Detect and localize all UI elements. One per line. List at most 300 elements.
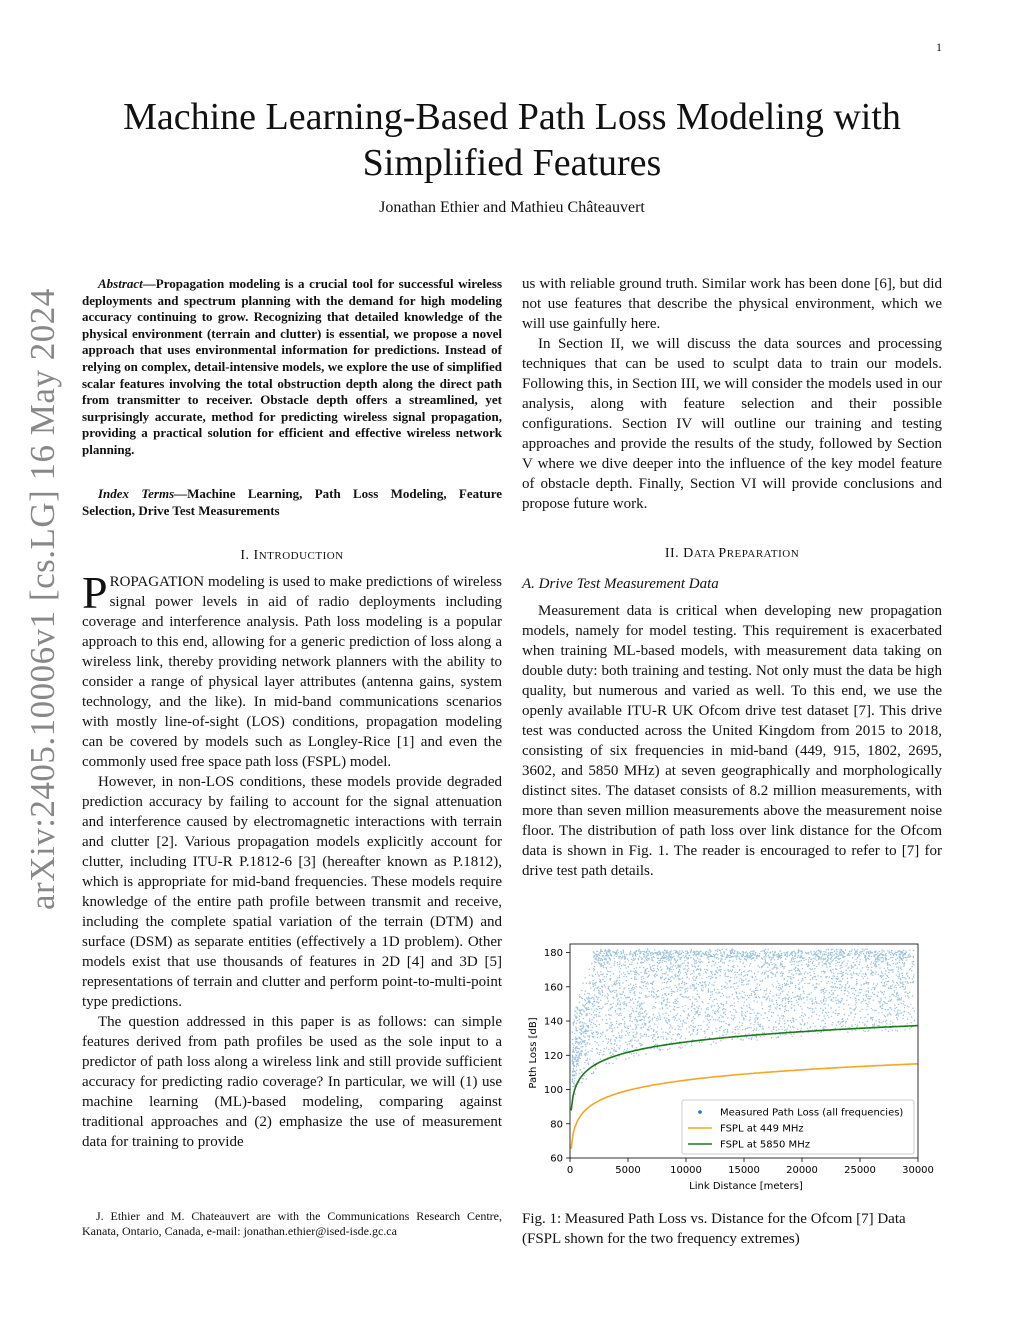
scatter-point [836,954,837,955]
scatter-point [634,987,635,988]
scatter-point [807,952,808,953]
scatter-point [593,1011,594,1012]
scatter-point [823,1009,824,1010]
scatter-point [660,977,661,978]
scatter-point [646,1014,647,1015]
scatter-point [814,953,815,954]
scatter-point [680,1021,681,1022]
scatter-point [574,1080,575,1081]
scatter-point [676,961,677,962]
scatter-point [601,958,602,959]
scatter-point [588,1009,589,1010]
scatter-point [647,982,648,983]
scatter-point [910,1004,911,1005]
scatter-point [673,965,674,966]
scatter-point [779,950,780,951]
scatter-point [825,1012,826,1013]
scatter-point [901,1003,902,1004]
scatter-point [665,1013,666,1014]
scatter-point [741,955,742,956]
scatter-point [592,1036,593,1037]
scatter-point [591,963,592,964]
scatter-point [659,1014,660,1015]
scatter-point [760,989,761,990]
scatter-point [670,951,671,952]
scatter-point [736,988,737,989]
scatter-point [911,966,912,967]
scatter-point [593,986,594,987]
scatter-point [796,1000,797,1001]
scatter-point [598,997,599,998]
scatter-point [619,985,620,986]
scatter-point [793,1021,794,1022]
scatter-point [628,966,629,967]
scatter-point [833,973,834,974]
scatter-point [636,967,637,968]
scatter-point [881,971,882,972]
scatter-point [696,962,697,963]
scatter-point [756,987,757,988]
scatter-point [581,1055,582,1056]
scatter-point [600,949,601,950]
scatter-point [611,1024,612,1025]
scatter-point [692,966,693,967]
scatter-point [602,974,603,975]
scatter-point [651,992,652,993]
scatter-point [599,988,600,989]
scatter-point [820,976,821,977]
scatter-point [826,990,827,991]
scatter-point [644,981,645,982]
scatter-point [859,952,860,953]
scatter-point [768,1011,769,1012]
scatter-point [741,1025,742,1026]
scatter-point [714,957,715,958]
scatter-point [643,985,644,986]
scatter-point [678,1046,679,1047]
scatter-point [727,1017,728,1018]
scatter-point [612,985,613,986]
scatter-point [853,972,854,973]
y-tick-label: 160 [543,982,563,994]
scatter-point [900,954,901,955]
scatter-point [863,978,864,979]
scatter-point [584,1037,585,1038]
scatter-point [847,960,848,961]
scatter-point [636,979,637,980]
scatter-point [668,952,669,953]
scatter-point [617,1027,618,1028]
scatter-point [575,1037,576,1038]
scatter-point [778,953,779,954]
scatter-point [647,948,648,949]
scatter-point [662,973,663,974]
scatter-point [757,1013,758,1014]
scatter-point [701,985,702,986]
scatter-point [778,995,779,996]
scatter-point [701,990,702,991]
scatter-point [593,980,594,981]
scatter-point [839,962,840,963]
scatter-point [767,966,768,967]
scatter-point [620,968,621,969]
scatter-point [626,954,627,955]
scatter-point [769,998,770,999]
scatter-point [708,988,709,989]
scatter-point [905,986,906,987]
scatter-point [730,952,731,953]
scatter-point [686,973,687,974]
scatter-point [657,953,658,954]
scatter-point [639,1005,640,1006]
scatter-point [684,992,685,993]
scatter-point [907,995,908,996]
scatter-point [671,989,672,990]
scatter-point [841,990,842,991]
scatter-point [600,950,601,951]
scatter-point [720,969,721,970]
scatter-point [608,961,609,962]
scatter-point [606,967,607,968]
scatter-point [648,996,649,997]
scatter-point [715,1043,716,1044]
scatter-point [860,992,861,993]
scatter-point [604,1048,605,1049]
scatter-point [821,981,822,982]
scatter-point [724,987,725,988]
scatter-point [883,958,884,959]
scatter-point [745,1028,746,1029]
scatter-point [800,973,801,974]
scatter-point [663,1000,664,1001]
scatter-point [743,997,744,998]
scatter-point [737,966,738,967]
scatter-point [600,953,601,954]
scatter-point [901,982,902,983]
scatter-point [656,971,657,972]
scatter-point [593,1036,594,1037]
scatter-point [859,964,860,965]
scatter-point [674,950,675,951]
scatter-point [678,965,679,966]
scatter-point [599,1008,600,1009]
scatter-point [581,1053,582,1054]
scatter-point [615,1005,616,1006]
scatter-point [869,959,870,960]
scatter-point [828,1004,829,1005]
scatter-point [873,983,874,984]
scatter-point [641,1002,642,1003]
scatter-point [783,1016,784,1017]
scatter-point [856,968,857,969]
scatter-point [837,962,838,963]
scatter-point [589,1035,590,1036]
scatter-point [708,1009,709,1010]
scatter-point [868,953,869,954]
scatter-point [752,951,753,952]
scatter-point [749,970,750,971]
scatter-point [619,975,620,976]
scatter-point [856,961,857,962]
scatter-point [702,952,703,953]
scatter-point [636,1047,637,1048]
scatter-point [803,960,804,961]
scatter-point [669,1005,670,1006]
scatter-point [868,996,869,997]
scatter-point [686,977,687,978]
scatter-point [689,1031,690,1032]
scatter-point [787,1020,788,1021]
scatter-point [581,1043,582,1044]
scatter-point [693,976,694,977]
scatter-point [601,1008,602,1009]
scatter-point [643,1019,644,1020]
scatter-point [795,996,796,997]
scatter-point [675,1017,676,1018]
scatter-point [780,1004,781,1005]
scatter-point [885,973,886,974]
scatter-point [708,976,709,977]
scatter-point [792,1019,793,1020]
scatter-point [874,1010,875,1011]
scatter-point [781,1001,782,1002]
scatter-point [858,975,859,976]
scatter-point [872,971,873,972]
scatter-point [861,984,862,985]
scatter-point [646,952,647,953]
scatter-point [588,997,589,998]
scatter-point [837,987,838,988]
scatter-point [677,991,678,992]
scatter-point [636,1053,637,1054]
scatter-point [612,1062,613,1063]
scatter-point [838,1002,839,1003]
scatter-point [602,1054,603,1055]
scatter-point [773,986,774,987]
scatter-point [818,1003,819,1004]
scatter-point [747,1011,748,1012]
scatter-point [841,952,842,953]
scatter-point [885,957,886,958]
scatter-point [810,1008,811,1009]
scatter-point [855,1030,856,1031]
scatter-point [813,1023,814,1024]
scatter-point [876,954,877,955]
scatter-point [653,989,654,990]
scatter-point [891,999,892,1000]
scatter-point [828,949,829,950]
scatter-point [631,1039,632,1040]
scatter-point [682,981,683,982]
scatter-point [875,963,876,964]
scatter-point [640,1037,641,1038]
scatter-point [677,967,678,968]
scatter-point [845,949,846,950]
scatter-point [672,991,673,992]
scatter-point [738,998,739,999]
scatter-point [894,991,895,992]
scatter-point [899,962,900,963]
scatter-point [754,1029,755,1030]
scatter-point [631,978,632,979]
scatter-point [885,1016,886,1017]
scatter-point [696,1006,697,1007]
scatter-point [683,997,684,998]
scatter-point [665,977,666,978]
scatter-point [799,960,800,961]
scatter-point [784,1011,785,1012]
scatter-point [614,1049,615,1050]
scatter-point [644,952,645,953]
scatter-point [711,971,712,972]
scatter-point [613,997,614,998]
scatter-point [649,951,650,952]
scatter-point [666,971,667,972]
scatter-point [584,1041,585,1042]
scatter-point [751,1038,752,1039]
scatter-point [798,998,799,999]
scatter-point [847,963,848,964]
scatter-point [898,1015,899,1016]
intro-paragraph-3: The question addressed in this paper is as follows: can simple features derived from path profiles be used as the sole input to a predictor of path loss along a wireless link and still provide sufficient accuracy for predicting radio coverage? In particular, we will (1) use machine learning (ML)-based modeling, comparing against traditional approaches and (2) emphasize the use of measurement data for training to provide [82,1014,502,1150]
scatter-point [823,1020,824,1021]
scatter-point [885,997,886,998]
scatter-point [810,969,811,970]
scatter-point [824,959,825,960]
scatter-point [597,960,598,961]
x-tick-label: 25000 [844,1165,876,1176]
scatter-point [838,955,839,956]
scatter-point [790,962,791,963]
section-heading-first: D [683,546,694,561]
scatter-point [732,1032,733,1033]
scatter-point [897,997,898,998]
scatter-point [827,957,828,958]
scatter-point [757,971,758,972]
scatter-point [778,983,779,984]
scatter-point [903,989,904,990]
scatter-point [743,1018,744,1019]
scatter-point [586,1054,587,1055]
scatter-point [825,964,826,965]
scatter-point [901,986,902,987]
scatter-point [803,1002,804,1003]
scatter-point [649,1021,650,1022]
scatter-point [656,994,657,995]
scatter-point [576,1012,577,1013]
scatter-point [764,953,765,954]
scatter-point [787,976,788,977]
scatter-point [867,969,868,970]
scatter-point [625,961,626,962]
scatter-point [714,989,715,990]
scatter-point [721,956,722,957]
scatter-point [814,987,815,988]
scatter-point [841,971,842,972]
scatter-point [710,1044,711,1045]
scatter-point [583,1005,584,1006]
scatter-point [894,1008,895,1009]
scatter-point [593,955,594,956]
scatter-point [694,963,695,964]
scatter-point [706,965,707,966]
scatter-point [876,958,877,959]
scatter-point [693,979,694,980]
scatter-point [588,1027,589,1028]
scatter-point [590,1030,591,1031]
scatter-point [668,960,669,961]
scatter-point [898,969,899,970]
scatter-point [832,975,833,976]
scatter-point [743,1005,744,1006]
scatter-point [717,989,718,990]
scatter-point [762,1032,763,1033]
scatter-point [608,986,609,987]
scatter-point [692,1020,693,1021]
scatter-point [839,987,840,988]
scatter-point [737,972,738,973]
scatter-point [585,1023,586,1024]
scatter-point [596,951,597,952]
scatter-point [879,951,880,952]
scatter-point [769,1006,770,1007]
scatter-point [790,1026,791,1027]
scatter-point [759,953,760,954]
scatter-point [777,981,778,982]
scatter-point [785,1034,786,1035]
scatter-point [790,1020,791,1021]
scatter-point [808,1017,809,1018]
scatter-point [608,1014,609,1015]
scatter-point [872,992,873,993]
scatter-point [658,958,659,959]
scatter-point [745,995,746,996]
scatter-point [798,965,799,966]
scatter-point [733,952,734,953]
scatter-point [668,1034,669,1035]
scatter-point [845,1026,846,1027]
scatter-point [782,1018,783,1019]
scatter-point [795,954,796,955]
scatter-point [865,973,866,974]
scatter-point [723,1035,724,1036]
scatter-point [801,1015,802,1016]
scatter-point [831,994,832,995]
scatter-point [878,955,879,956]
scatter-point [815,997,816,998]
scatter-point [907,957,908,958]
scatter-point [608,1038,609,1039]
scatter-point [639,1011,640,1012]
scatter-point [823,991,824,992]
scatter-point [593,999,594,1000]
scatter-point [808,959,809,960]
scatter-point [901,969,902,970]
scatter-point [889,970,890,971]
scatter-point [625,1035,626,1036]
scatter-point [721,985,722,986]
scatter-point [886,959,887,960]
scatter-point [606,1063,607,1064]
scatter-point [688,1008,689,1009]
scatter-point [701,1029,702,1030]
scatter-point [708,1020,709,1021]
scatter-point [739,1022,740,1023]
scatter-point [603,967,604,968]
scatter-point [712,974,713,975]
scatter-point [866,1025,867,1026]
scatter-point [618,1015,619,1016]
